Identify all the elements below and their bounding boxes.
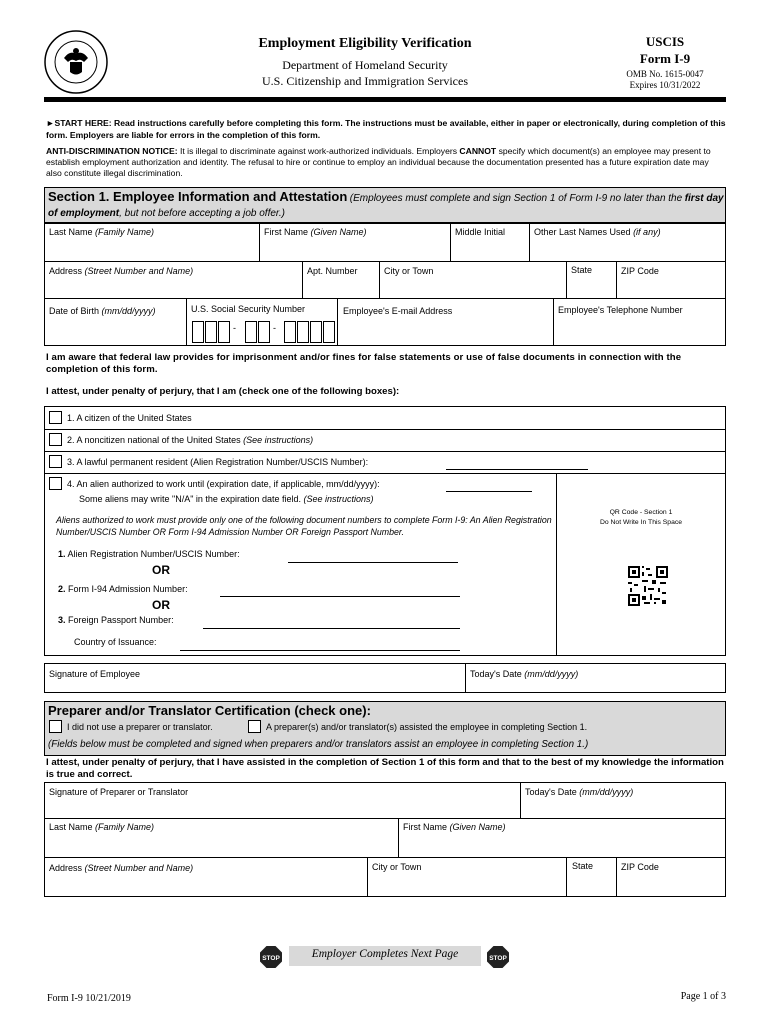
preparer-first-name-field[interactable]: First Name (Given Name) [403, 822, 506, 832]
employee-signature-row [44, 663, 726, 693]
dob-field[interactable]: Date of Birth (mm/dd/yyyy) [49, 306, 156, 316]
alien-authorized-checkbox[interactable] [49, 477, 62, 490]
other-last-names-field[interactable]: Other Last Names Used (if any) [534, 227, 661, 237]
option-alien-authorized: 4. An alien authorized to work until (expiration date, if applicable, mm/dd/yyyy): [67, 479, 380, 489]
address-field[interactable]: Address (Street Number and Name) [49, 266, 194, 276]
preparer-assisted-label: A preparer(s) and/or translator(s) assisted the employee in completing Section 1. [266, 722, 588, 732]
aliens-note: Aliens authorized to work must provide only one of the following document numbers to complete Form I-9: An Alien Registration Number/USCIS Number OR Form I-94 Admission Number OR Foreign Passport Number. [56, 515, 552, 537]
preparer-date-field[interactable]: Today's Date (mm/dd/yyyy) [525, 787, 634, 797]
preparer-last-name-field[interactable]: Last Name (Family Name) [49, 822, 155, 832]
anti-discrimination-notice [46, 146, 726, 179]
department: Department of Homeland Security [282, 58, 448, 72]
form-date: Form I-9 10/21/2019 [47, 993, 131, 1004]
awareness-statement: I am aware that federal law provides for imprisonment and/or fines for false statements or use of false documents in connection with the completion of this form. [46, 352, 682, 375]
form-id: Form I-9 [639, 51, 691, 66]
section1-subtitle-a: (Employees must complete and sign Section 1 of Form I-9 no later than the [349, 193, 683, 204]
middle-initial-field[interactable]: Middle Initial [455, 227, 506, 237]
alien-registration-input[interactable] [288, 562, 458, 563]
email-field[interactable]: Employee's E-mail Address [343, 306, 453, 316]
section1-title: Section 1. Employee Information and Attestation [48, 189, 348, 204]
option-citizen: 1. A citizen of the United States [67, 413, 192, 423]
preparer-zip-field[interactable]: ZIP Code [621, 862, 659, 872]
option-noncitizen-national: 2. A noncitizen national of the United States (See instructions) [67, 435, 314, 445]
qr-code [628, 566, 668, 606]
ssn-label: U.S. Social Security Number [191, 304, 306, 314]
section1-subtitle-b: first day of employment [48, 193, 724, 219]
seal-lettering [44, 30, 108, 94]
city-field[interactable]: City or Town [384, 266, 434, 276]
or-1: OR [152, 563, 170, 577]
section1-heading [48, 189, 724, 221]
option-permanent-resident: 3. A lawful permanent resident (Alien Registration Number/USCIS Number): [67, 457, 369, 467]
first-name-field[interactable]: First Name (Given Name) [264, 227, 367, 237]
stop-text-left: STOP [262, 955, 280, 962]
preparer-city-field[interactable]: City or Town [372, 862, 422, 872]
anti-label: ANTI-DISCRIMINATION NOTICE: [46, 146, 178, 156]
preparer-signature-field[interactable]: Signature of Preparer or Translator [49, 787, 189, 797]
option4-note: Some aliens may write "N/A" in the expiration date field. (See instructions) [79, 494, 374, 504]
zip-field[interactable]: ZIP Code [621, 266, 659, 276]
page-number: Page 1 of 3 [680, 991, 726, 1002]
omb-number: OMB No. 1615-0047 [626, 69, 704, 79]
dhs-seal [44, 30, 108, 94]
expires: Expires 10/31/2022 [629, 80, 701, 90]
passport-input[interactable] [203, 628, 460, 629]
employee-signature-field[interactable]: Signature of Employee [49, 669, 141, 679]
stop-icon-right [487, 946, 509, 968]
qr-caption: QR Code - Section 1 Do Not Write In This Space [599, 509, 683, 526]
start-here: ►START HERE: Read instructions carefully before completing this form. The instructions must be available, either in paper or electronically, during completion of this form. Employers are liable for errors in the completion of this form. [46, 118, 726, 140]
citizen-checkbox[interactable] [49, 411, 62, 424]
preparer-state-field[interactable]: State [572, 861, 594, 871]
anti-cannot: CANNOT [459, 146, 497, 156]
apt-number-field[interactable]: Apt. Number [307, 266, 358, 276]
preparer-attest: I attest, under penalty of perjury, that I have assisted in the completion of Section 1 of this form and that to the best of my knowledge the information is true and correct. [46, 757, 724, 780]
doc3-label: 3. Foreign Passport Number: [58, 615, 174, 625]
expiration-date-input[interactable] [446, 491, 532, 492]
no-preparer-checkbox[interactable] [49, 720, 62, 733]
anti-text-2: specify which document(s) an employee may present to establish employment authorization and identity. The refusal to hire or continue to employ an individual because the documentation presented has a future expiration date may also constitute illegal discrimination. [46, 146, 711, 178]
employer-next-page-text: Employer Completes Next Page [311, 948, 459, 960]
preparer-assisted-checkbox[interactable] [248, 720, 261, 733]
i94-input[interactable] [220, 596, 460, 597]
last-name-field[interactable]: Last Name (Family Name) [49, 227, 155, 237]
or-2: OR [152, 598, 170, 612]
permanent-resident-number-input[interactable] [446, 469, 588, 470]
employee-date-field[interactable]: Today's Date (mm/dd/yyyy) [470, 669, 579, 679]
phone-field[interactable]: Employee's Telephone Number [558, 305, 683, 315]
agency: U.S. Citizenship and Immigration Services [262, 74, 468, 88]
stop-text-right: STOP [489, 955, 507, 962]
preparer-address-field[interactable]: Address (Street Number and Name) [49, 863, 194, 873]
anti-text-1: It is illegal to discriminate against work-authorized individuals. Employers [180, 146, 458, 156]
uscis-label: USCIS [645, 34, 685, 49]
header-rule [44, 97, 726, 102]
doc2-label: 2. Form I-94 Admission Number: [58, 584, 188, 594]
attest-statement: I attest, under penalty of perjury, that I am (check one of the following boxes): [46, 386, 400, 397]
country-input[interactable] [180, 650, 460, 651]
doc1-label: 1. Alien Registration Number/USCIS Number: [58, 549, 240, 559]
preparer-title: Preparer and/or Translator Certification (check one): [48, 703, 371, 718]
preparer-note: (Fields below must be completed and signed when preparers and/or translators assist an employee in completing Section 1.) [48, 739, 589, 750]
country-label: Country of Issuance: [74, 637, 157, 647]
noncitizen-national-checkbox[interactable] [49, 433, 62, 446]
no-preparer-label: I did not use a preparer or translator. [67, 722, 213, 732]
section1-subtitle-c: , but not before accepting a job offer.) [119, 208, 285, 219]
permanent-resident-checkbox[interactable] [49, 455, 62, 468]
stop-icon-left [260, 946, 282, 968]
state-field[interactable]: State [571, 265, 593, 275]
form-title: Employment Eligibility Verification [258, 36, 472, 51]
